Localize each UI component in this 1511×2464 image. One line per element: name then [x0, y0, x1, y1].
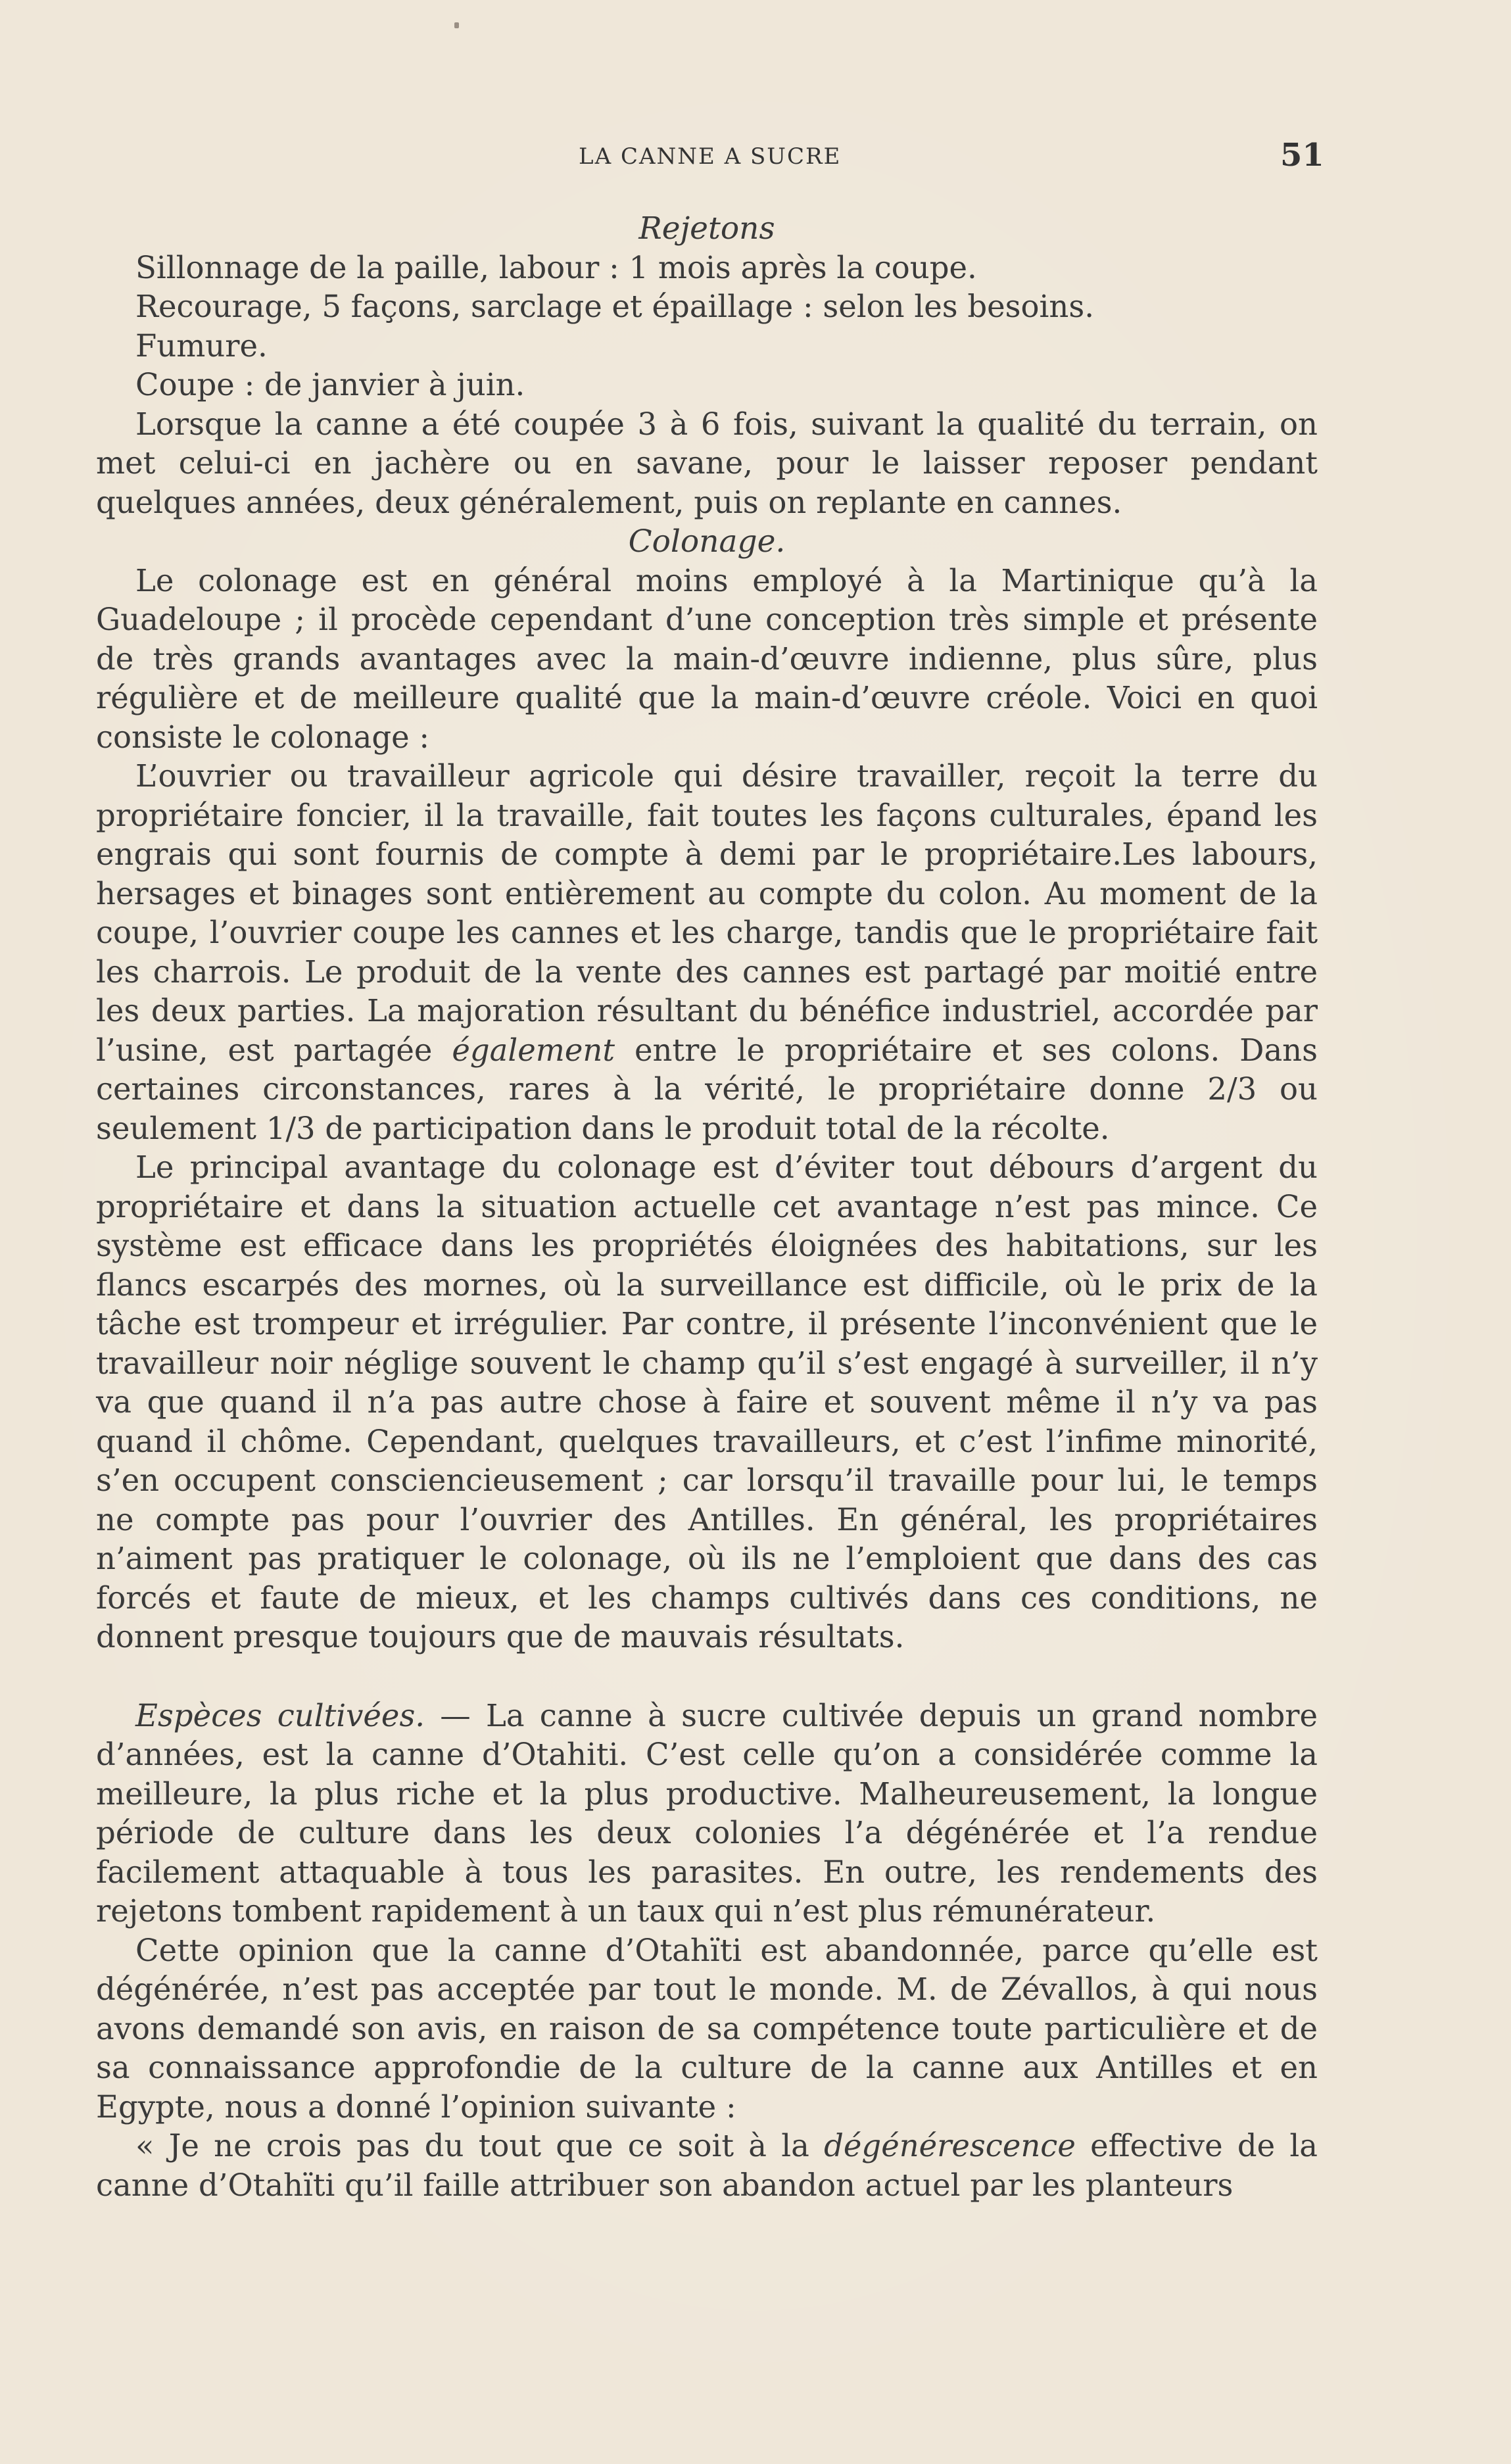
paragraph-quote [96, 2127, 1318, 2205]
paragraph-jachere: Lorsque la canne a été coupée 3 à 6 fois, suivant la qualité du terrain, on met celui-ci en jachère ou en savane, pour le laisser reposer pendant quelques années, deux généralement, puis on replante en cannes. [96, 406, 1318, 520]
section-lead-especes: Espèces cultivées. [135, 1697, 425, 1733]
page-number: 51 [1280, 137, 1324, 174]
italic-emphasis: dégénérescence [824, 2128, 1076, 2163]
text-span: effective de la canne d’Otahïti qu’il faille attribuer son abandon actuel par les planteurs [96, 2128, 1318, 2203]
italic-emphasis: également [452, 1032, 615, 1068]
text-span: — La canne à sucre cultivée depuis un grand nombre d’années, est la canne d’Otahiti. C’est celle qu’on a considérée comme la meilleure, la plus riche et la plus productive. Malheureusement, la longue période de culture dans les deux colonies l’a dégénérée et l’a rendue facilement attaquable à tous les parasites. En outre, les rendements des rejetons tombent rapidement à un taux qui n’est plus rémunérateur. [96, 1697, 1318, 1929]
schedule-line: Recourage, 5 façons, sarclage et épaillage : selon les besoins. [135, 289, 1095, 324]
paragraph-especes [96, 1697, 1318, 1931]
text-span: entre le propriétaire et ses colons. Dans certaines circonstances, rares à la vérité, le propriétaire donne 2/3 ou seulement 1/3 de participation dans le produit total de la récolte. [96, 1032, 1318, 1146]
text-span: L’ouvrier ou travailleur agricole qui désire travailler, reçoit la terre du propriétaire foncier, il la travaille, fait toutes les façons culturales, épand les engrais qui sont fournis de compte à demi par le propriétaire.Les labours, hersages et binages sont entièrement au compte du colon. Au moment de la coupe, l’ouvrier coupe les cannes et les charge, tandis que le propriétaire fait les charrois. Le produit de la vente des cannes est partagé par moitié entre les deux parties. La majoration résultant du bénéfice industriel, accordée par l’usine, est partagée [96, 758, 1318, 1068]
paragraph-colonage-intro: Le colonage est en général moins employé à la Martinique qu’à la Guadeloupe ; il procède cependant d’une conception très simple et présente de très grands avantages avec la main-d’œuvre indienne, plus sûre, plus régulière et de meilleure qualité que la main-d’œuvre créole. Voici en quoi consiste le colonage : [96, 562, 1318, 755]
text-span: « Je ne crois pas du tout que ce soit à la [135, 2128, 809, 2163]
body-text [96, 209, 1318, 2205]
paragraph-colonage-avantage: Le principal avantage du colonage est d’éviter tout débours d’argent du propriétaire et dans la situation actuelle cet avantage n’est pas mince. Ce système est efficace dans les propriétés éloignées des habitations, sur les flancs escarpés des mornes, où la surveillance est difficile, où le prix de la tâche est trompeur et irrégulier. Par contre, il présente l’inconvénient que le travailleur noir néglige souvent le champ qu’il s’est engagé à surveiller, il n’y va que quand il n’a pas autre chose à faire et souvent même il n’y va pas quand il chôme. Cependant, quelques travailleurs, et c’est l’infime minorité, s’en occupent consciencieusement ; car lorsqu’il travaille pour lui, le temps ne compte pas pour l’ouvrier des Antilles. En général, les propriétaires n’aiment pas pratiquer le colonage, où ils ne l’emploient que dans des cas forcés et faute de mieux, et les champs cultivés dans ces conditions, ne donnent presque toujours que de mauvais résultats. [96, 1149, 1318, 1655]
schedule-line: Fumure. [135, 327, 268, 364]
paragraph-colonage-description [96, 757, 1318, 1148]
page-header [0, 137, 1511, 176]
paragraph-opinion: Cette opinion que la canne d’Otahïti est abandonnée, parce qu’elle est dégénérée, n’est pas acceptée par tout le monde. M. de Zévallos, à qui nous avons demandé son avis, en raison de sa compétence toute particulière et de sa connaissance approfondie de la culture de la canne aux Antilles et en Egypte, nous a donné l’opinion suivante : [96, 1932, 1318, 2125]
section-heading-rejetons: Rejetons [638, 210, 775, 247]
section-heading-colonage: Colonage. [628, 523, 786, 560]
running-title: LA CANNE A SUCRE [579, 143, 842, 170]
schedule-line: Coupe : de janvier à juin. [135, 367, 525, 402]
ink-speck [454, 22, 459, 28]
schedule-line: Sillonnage de la paille, labour : 1 mois après la coupe. [135, 249, 977, 285]
